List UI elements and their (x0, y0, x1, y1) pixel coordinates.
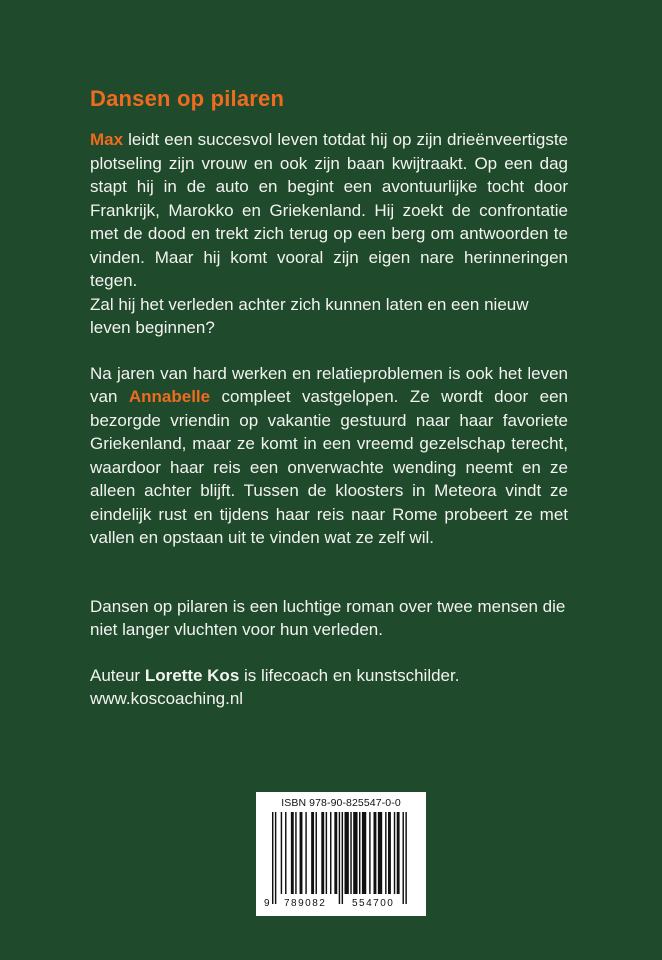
author-name: Lorette Kos (144, 665, 240, 685)
barcode-digit-first: 9 (264, 898, 270, 909)
barcode-bar (300, 812, 303, 894)
barcode-bar (350, 812, 351, 894)
barcode-bar (385, 812, 386, 894)
author-line (90, 664, 568, 688)
barcode-digits-left: 789082 (284, 898, 327, 909)
barcode-bar (311, 812, 314, 894)
barcode-bar (275, 812, 276, 904)
character-name-max: Max (90, 130, 124, 149)
barcode-bar (316, 812, 317, 894)
barcode-bar (272, 812, 273, 904)
barcode-bar (405, 812, 406, 904)
paragraph-annabelle-after: compleet vastgelopen. Ze wordt door een bezorgde vriendin op vakantie gestuurd naar haar favoriete Griekenland, maar ze komt in een vreemd gezelschap terecht, waardoor haar reis een onverwachte wending neemt en ze alleen achter blijft. Tussen de kloosters in Meteora vindt ze eindelijk rust en tijdens haar reis naar Rome probeert ze met vallen en opstaan uit te vinden wat ze zelf wil. (90, 387, 568, 547)
barcode-bar (394, 812, 395, 894)
barcode-digits (262, 898, 420, 912)
isbn-label: ISBN 978-90-825547-0-0 (281, 797, 401, 809)
barcode-digits-right: 554700 (352, 898, 395, 909)
barcode-bar (342, 812, 343, 904)
barcode-bar (369, 812, 370, 894)
barcode-bar (326, 812, 327, 894)
barcode-bar (362, 812, 366, 894)
barcode-bar (403, 812, 404, 904)
character-name-annabelle: Annabelle (128, 387, 211, 406)
barcode-bar (330, 812, 331, 894)
barcode-bar (295, 812, 296, 894)
paragraph-annabelle (90, 362, 568, 550)
spacer (90, 642, 568, 664)
paragraph-max (90, 128, 568, 293)
book-title: Dansen op pilaren (90, 86, 285, 111)
author-prefix: Auteur (90, 665, 145, 685)
paragraph-annabelle-before: Na jaren van hard werken en relatieproblemen is ook het leven van (90, 363, 568, 406)
barcode-bar (281, 812, 282, 894)
barcode-bar (291, 812, 294, 894)
paragraph-max-question: Zal hij het verleden achter zich kunnen laten en een nieuw leven beginnen? (90, 294, 529, 337)
barcode-bar (353, 812, 357, 894)
blurb (90, 128, 568, 711)
isbn-barcode (256, 792, 426, 916)
spacer (90, 550, 568, 595)
barcode-bar (388, 812, 391, 894)
paragraph-max-text: leidt een succesvol leven totdat hij op zijn drieënveertigste plotseling zijn vrouw en ook zijn baan kwijtraakt. Op een dag stapt hij in de auto en begint een avontuurlijke tocht door Frankrijk, Marokko en Griekenland. Hij zoekt de confrontatie met de dood en trekt zich terug op een berg om antwoorden te vinden. Maar hij komt vooral zijn eigen nare herinneringen tegen. (90, 130, 568, 290)
barcode-bar (339, 812, 340, 904)
barcode-bar (345, 812, 349, 894)
barcode-bar (321, 812, 324, 894)
barcode-bar (397, 812, 400, 894)
barcode-bar (359, 812, 360, 894)
author-website: www.koscoaching.nl (90, 689, 244, 708)
barcode-bar (334, 812, 337, 894)
barcode-bar (374, 812, 377, 894)
barcode-bars (266, 812, 416, 904)
barcode-bar (285, 812, 286, 894)
barcode-bar (378, 812, 382, 894)
barcode-bar (305, 812, 306, 894)
author-suffix: is lifecoach en kunstschilder. (239, 665, 460, 685)
paragraph-summary: Dansen op pilaren is een luchtige roman over twee mensen die niet langer vluchten voor hun verleden. (90, 596, 566, 639)
spacer (90, 340, 568, 362)
